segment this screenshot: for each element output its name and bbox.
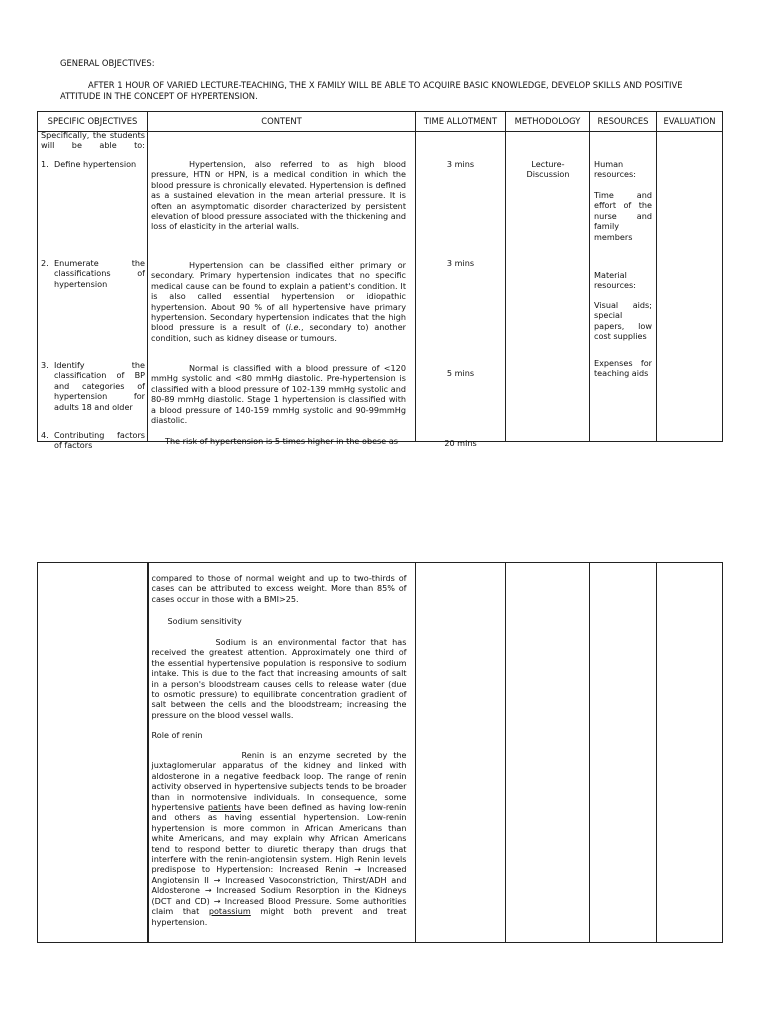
col-content: CONTENT [148,112,416,132]
general-objective-text: AFTER 1 HOUR OF VARIED LECTURE-TEACHING, THE X FAMILY WILL BE ABLE TO ACQUIRE BASIC KNOWLEDGE, DEVELOP SKILLS AND POSITIVE ATTITUDE IN THE CONCEPT OF HYPERTENSION. [60,80,683,101]
resources-material-label: Material resources: [594,270,636,291]
content-paragraph-5 [152,573,407,604]
methodology-cell [506,132,590,442]
content-cell [148,563,416,943]
col-time-allotment: TIME ALLOTMENT [416,112,506,132]
objective-num: 2. [41,258,49,268]
content-text: might both prevent and treat hypertension. [151,906,407,927]
objectives-cell [38,130,148,451]
time-cell [416,563,506,943]
content-text: Hypertension, also referred to as high blood pressure, HTN or HPN, is a medical condition in which the blood pressure is chronically elevated. Hypertension is defined as a sustained elevation in the mean arterial pressure. It is often an asymptomatic disorder characterized by persistent elevation of blood pressure associated with the thickening and loss of elasticity in the arterial walls. [151,159,406,232]
body-row [38,132,723,442]
time-value: 5 mins [446,368,475,378]
lesson-plan-table-page2 [37,562,723,943]
methodology-cell [506,563,590,943]
objectives-cell [38,563,148,943]
objective-num: 3. [41,360,49,370]
role-of-renin-heading: Role of renin [151,730,203,740]
objective-2 [41,258,145,289]
potassium-link[interactable]: potassium [208,906,251,917]
objective-3 [41,360,145,412]
content-paragraph-2 [151,260,406,343]
evaluation-cell [657,563,723,943]
resources-human-label: Human resources: [594,159,636,180]
objective-1 [41,159,145,169]
content-text: , secondary to) another condition, such as kidney disease or tumours. [151,322,406,343]
general-objectives-label: GENERAL OBJECTIVES: [60,58,155,68]
resources-cell [590,563,657,943]
content-paragraph-3 [151,363,406,425]
content-text: compared to those of normal weight and up to two-thirds of cases can be attributed to excess weight. More than 85% of cases occur in those with a BMI>25. [151,573,407,604]
content-paragraph-7 [152,750,407,927]
resources-cell [590,132,657,442]
content-italic: i.e. [288,322,302,333]
objective-4 [41,430,145,451]
body-row [38,563,723,943]
content-text: Normal is classified with a blood pressure of <120 mmHg systolic and <80 mmHg diastolic. Pre-hypertension is classified with a blood pressure of 102-139 mmHg systolic and 80-89 mmHg diastolic. Stage 1 hypertension is classified with a blood pressure of 140-159 mmHg systolic and 90-99mmHg diastolic. [151,363,406,426]
content-paragraph-4 [151,436,406,446]
patients-link[interactable]: patients [207,802,241,813]
objective-text: Contributing factors of factors [54,430,145,451]
content-paragraph-1 [151,159,406,232]
objective-text: Enumerate the classifications of hypertension [54,258,145,289]
content-text: Sodium is an environmental factor that has received the greatest attention. Approximately one third of the essential hypertensive population is responsive to sodium intake. This is due to the fact that increasing amounts of salt in a person's bloodstream causes cells to release water (due to osmotic pressure) to equilibrate concentration gradient of salt between the cells and the bloodstream; increasing the pressure on the blood vessel walls. [151,637,407,720]
objective-num: 1. [41,159,49,169]
col-specific-objectives: SPECIFIC OBJECTIVES [38,112,148,132]
page-header [60,58,720,102]
content-paragraph-6 [152,637,407,720]
content-text: Renin is an enzyme secreted by the juxtaglomerular apparatus of the kidney and linked with aldosterone in a negative feedback loop. The range of renin activity observed in hypertensive subjects tends to be broader than in normotensive individuals. In consequence, some hypertensive [151,750,407,813]
intro-text [41,130,145,151]
lesson-plan-table-page1 [37,111,723,451]
sodium-sensitivity-heading: Sodium sensitivity [167,616,242,626]
objective-text: Identify the classification of BP and categories of hypertension for adults 18 and older [54,360,145,412]
time-cell [416,132,506,448]
objective-num: 4. [41,430,49,440]
content-text: Hypertension can be classified either primary or secondary. Primary hypertension indicates that no specific medical cause can be found to explain a patient's condition. It is also called essential hypertension or idiopathic hypertension. About 90 % of all hypertensive have primary hypertension. Secondary hypertension indicates that the high blood pressure is a result of ( [151,260,406,333]
resources-human-items: Time and effort of the nurse and family members [594,190,652,242]
header-row [38,112,723,132]
content-text: The risk of hypertension is 5 times higher in the obese as [165,436,399,446]
time-value: 20 mins [444,438,477,448]
time-value: 3 mins [446,159,475,169]
content-text: have been defined as having low-renin and others as having essential hypertension. Low-renin hypertension is more common in African Americans than white Americans, and may explain why African Americans tend to respond better to diuretic therapy than drugs that interfere with the renin-angiotensin system. High Renin levels predispose to Hypertension: Increased Renin → Increased Angiotensin II → Increased Vasoconstriction, Thirst/ADH and Aldosterone → Increased Sodium Resorption in the Kidneys (DCT and CD) → Increased Blood Pressure. Some authorities claim that [151,802,407,917]
col-methodology: METHODOLOGY [506,112,590,132]
time-value: 3 mins [446,258,475,268]
content-cell [148,132,416,446]
resources-material-items: Visual aids; special papers, low cost supplies [594,300,652,342]
intro-label: Specifically, the students will be able to: [41,130,145,151]
evaluation-cell [657,132,723,442]
resources-expenses: Expenses for teaching aids [594,358,652,379]
col-resources: RESOURCES [590,112,657,132]
col-evaluation: EVALUATION [657,112,723,132]
methodology-value: Lecture-Discussion [526,159,570,180]
objective-text: Define hypertension [54,159,137,169]
